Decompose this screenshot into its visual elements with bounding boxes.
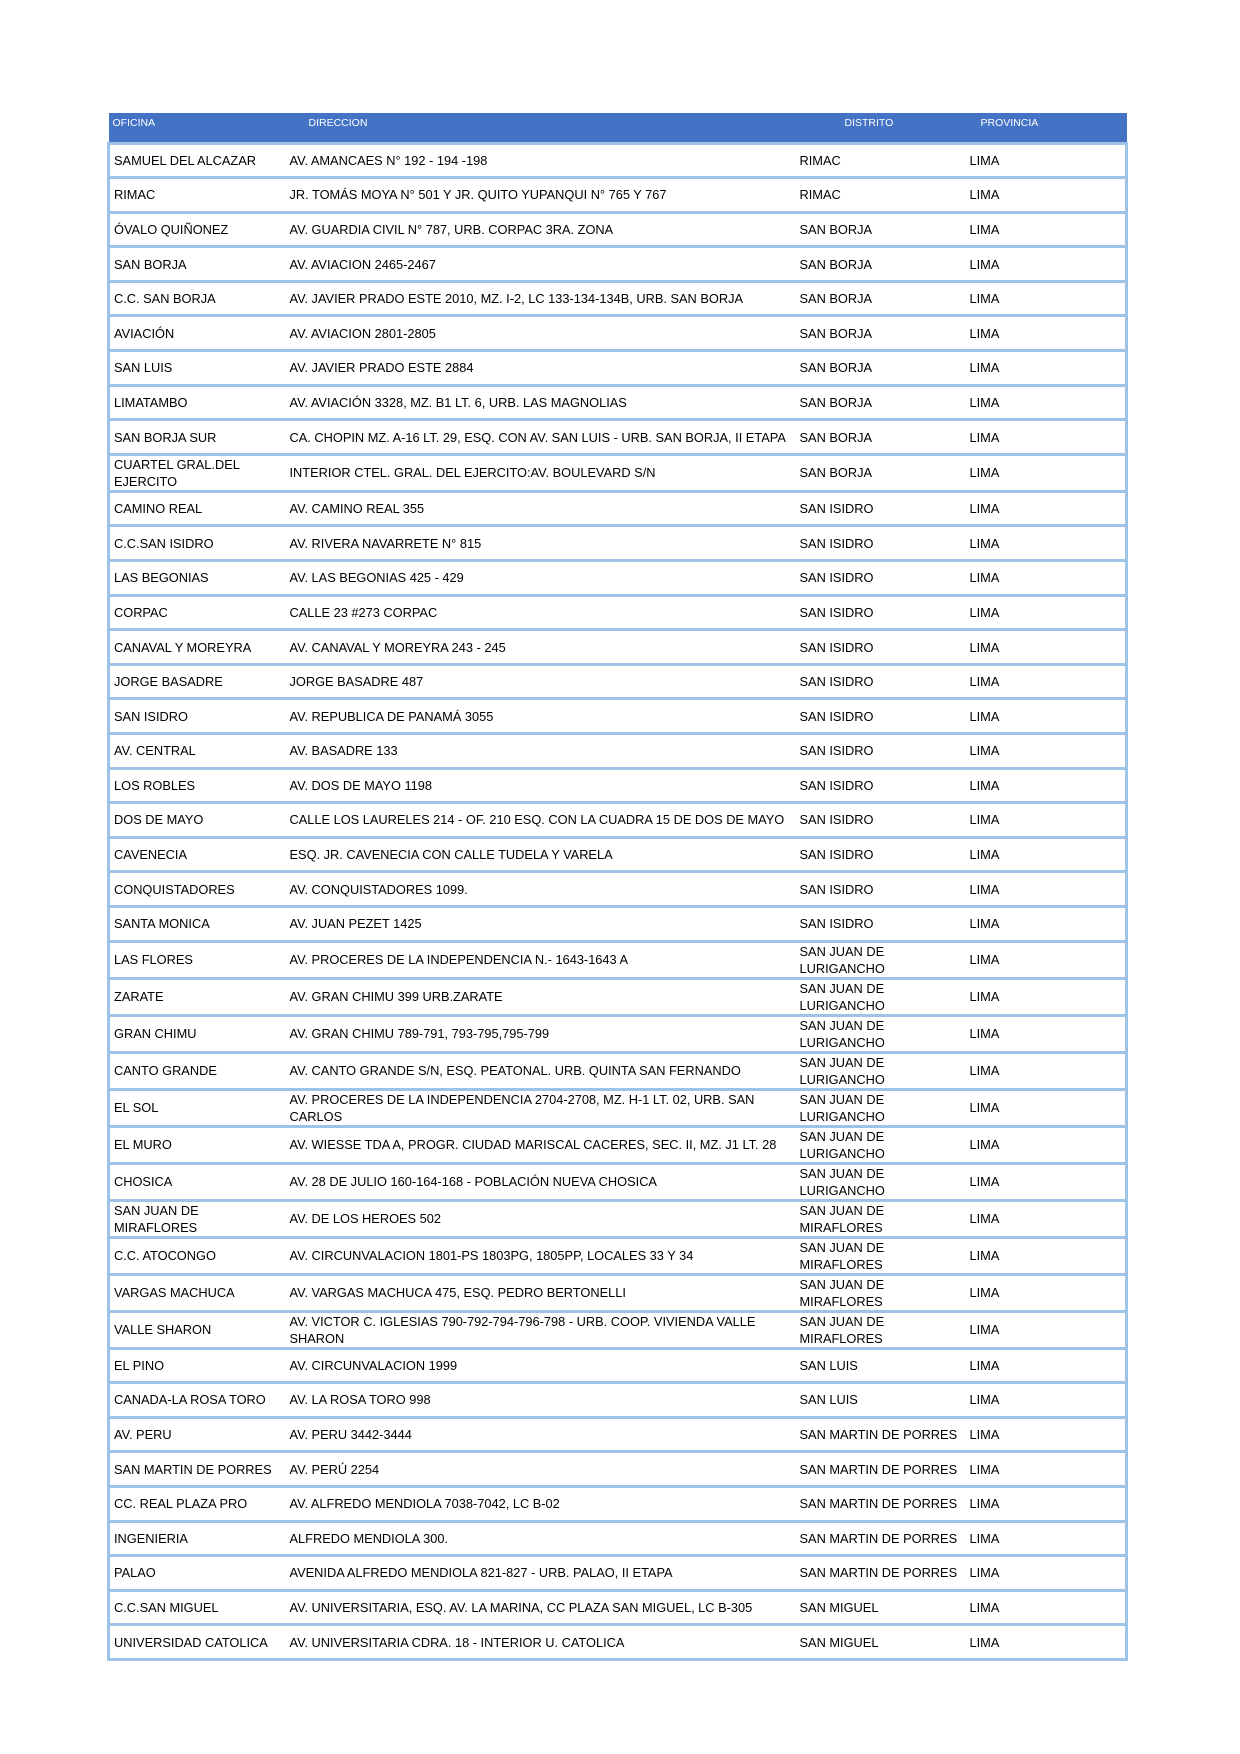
direccion-cell: AV. CIRCUNVALACION 1999	[286, 1348, 796, 1383]
table-row	[109, 420, 1127, 455]
direccion-cell: AV. AMANCAES N° 192 - 194 -198	[286, 143, 796, 178]
provincia-cell: LIMA	[966, 1052, 1127, 1089]
provincia-cell: LIMA	[966, 420, 1127, 455]
table-row	[109, 281, 1127, 316]
oficina-cell: INGENIERIA	[109, 1521, 286, 1556]
table-row	[109, 664, 1127, 699]
provincia-cell: LIMA	[966, 1089, 1127, 1126]
table-row	[109, 768, 1127, 803]
oficina-cell: VARGAS MACHUCA	[109, 1274, 286, 1311]
oficina-cell: AV. PERU	[109, 1417, 286, 1452]
direccion-cell: AV. PERU 3442-3444	[286, 1417, 796, 1452]
provincia-cell: LIMA	[966, 1163, 1127, 1200]
direccion-cell: AV. PROCERES DE LA INDEPENDENCIA 2704-2708, MZ. H-1 LT. 02, URB. SAN CARLOS	[286, 1089, 796, 1126]
table-row	[109, 385, 1127, 420]
provincia-cell: LIMA	[966, 1625, 1127, 1660]
oficina-cell: PALAO	[109, 1556, 286, 1591]
direccion-cell: AV. VARGAS MACHUCA 475, ESQ. PEDRO BERTONELLI	[286, 1274, 796, 1311]
direccion-cell: AV. CANAVAL Y MOREYRA 243 - 245	[286, 630, 796, 665]
table-row	[109, 699, 1127, 734]
direccion-cell: AV. UNIVERSITARIA CDRA. 18 - INTERIOR U. CATOLICA	[286, 1625, 796, 1660]
table-row	[109, 837, 1127, 872]
oficina-cell: JORGE BASADRE	[109, 664, 286, 699]
distrito-cell: SAN JUAN DE LURIGANCHO	[796, 1089, 966, 1126]
table-row	[109, 734, 1127, 769]
provincia-cell: LIMA	[966, 247, 1127, 282]
oficina-cell: UNIVERSIDAD CATOLICA	[109, 1625, 286, 1660]
distrito-cell: SAN MARTIN DE PORRES	[796, 1521, 966, 1556]
distrito-cell: SAN JUAN DE LURIGANCHO	[796, 978, 966, 1015]
distrito-cell: SAN JUAN DE LURIGANCHO	[796, 1126, 966, 1163]
direccion-cell: AV. LA ROSA TORO 998	[286, 1383, 796, 1418]
oficina-cell: SAMUEL DEL ALCAZAR	[109, 143, 286, 178]
direccion-cell: AV. CANTO GRANDE S/N, ESQ. PEATONAL. URB. QUINTA SAN FERNANDO	[286, 1052, 796, 1089]
direccion-cell: AV. JUAN PEZET 1425	[286, 906, 796, 941]
direccion-cell: CALLE 23 #273 CORPAC	[286, 595, 796, 630]
oficina-cell: LIMATAMBO	[109, 385, 286, 420]
distrito-cell: SAN JUAN DE MIRAFLORES	[796, 1274, 966, 1311]
oficina-cell: SAN JUAN DE MIRAFLORES	[109, 1200, 286, 1237]
provincia-cell: LIMA	[966, 1590, 1127, 1625]
distrito-cell: SAN MARTIN DE PORRES	[796, 1556, 966, 1591]
distrito-cell: SAN MIGUEL	[796, 1590, 966, 1625]
provincia-cell: LIMA	[966, 699, 1127, 734]
direccion-cell: AV. UNIVERSITARIA, ESQ. AV. LA MARINA, CC PLAZA SAN MIGUEL, LC B-305	[286, 1590, 796, 1625]
header-row	[109, 113, 1127, 143]
table-row	[109, 526, 1127, 561]
oficina-cell: CANAVAL Y MOREYRA	[109, 630, 286, 665]
distrito-cell: SAN ISIDRO	[796, 837, 966, 872]
provincia-cell: LIMA	[966, 872, 1127, 907]
table-row	[109, 454, 1127, 491]
direccion-cell: AV. AVIACION 2801-2805	[286, 316, 796, 351]
direccion-cell: INTERIOR CTEL. GRAL. DEL EJERCITO:AV. BOULEVARD S/N	[286, 454, 796, 491]
direccion-cell: AV. CONQUISTADORES 1099.	[286, 872, 796, 907]
provincia-cell: LIMA	[966, 803, 1127, 838]
distrito-cell: SAN JUAN DE LURIGANCHO	[796, 1052, 966, 1089]
provincia-cell: LIMA	[966, 143, 1127, 178]
distrito-cell: SAN BORJA	[796, 454, 966, 491]
oficina-cell: CANADA-LA ROSA TORO	[109, 1383, 286, 1418]
oficina-cell: AVIACIÓN	[109, 316, 286, 351]
provincia-cell: LIMA	[966, 595, 1127, 630]
direccion-cell: AV. PROCERES DE LA INDEPENDENCIA N.- 1643-1643 A	[286, 941, 796, 978]
distrito-cell: SAN ISIDRO	[796, 699, 966, 734]
distrito-cell: SAN MARTIN DE PORRES	[796, 1486, 966, 1521]
provincia-cell: LIMA	[966, 281, 1127, 316]
distrito-cell: SAN LUIS	[796, 1348, 966, 1383]
table-header	[109, 113, 1127, 143]
oficina-cell: LAS BEGONIAS	[109, 561, 286, 596]
direccion-cell: AV. REPUBLICA DE PANAMÁ 3055	[286, 699, 796, 734]
distrito-cell: SAN BORJA	[796, 385, 966, 420]
direccion-cell: CALLE LOS LAURELES 214 - OF. 210 ESQ. CON LA CUADRA 15 DE DOS DE MAYO	[286, 803, 796, 838]
table-row	[109, 491, 1127, 526]
oficina-cell: CC. REAL PLAZA PRO	[109, 1486, 286, 1521]
distrito-cell: SAN JUAN DE LURIGANCHO	[796, 1015, 966, 1052]
oficina-cell: CORPAC	[109, 595, 286, 630]
table-row	[109, 1237, 1127, 1274]
oficina-cell: ZARATE	[109, 978, 286, 1015]
distrito-cell: SAN BORJA	[796, 247, 966, 282]
provincia-cell: LIMA	[966, 1348, 1127, 1383]
oficina-cell: C.C.SAN MIGUEL	[109, 1590, 286, 1625]
direccion-cell: AV. DE LOS HEROES 502	[286, 1200, 796, 1237]
table-row	[109, 1452, 1127, 1487]
distrito-cell: SAN ISIDRO	[796, 630, 966, 665]
distrito-cell: SAN BORJA	[796, 420, 966, 455]
oficina-cell: SAN ISIDRO	[109, 699, 286, 734]
direccion-cell: AV. AVIACIÓN 3328, MZ. B1 LT. 6, URB. LAS MAGNOLIAS	[286, 385, 796, 420]
distrito-cell: SAN MARTIN DE PORRES	[796, 1417, 966, 1452]
distrito-cell: SAN ISIDRO	[796, 734, 966, 769]
oficina-cell: CHOSICA	[109, 1163, 286, 1200]
header-distrito: DISTRITO	[844, 117, 894, 129]
table-row	[109, 1126, 1127, 1163]
distrito-cell: SAN LUIS	[796, 1383, 966, 1418]
direccion-cell: AV. RIVERA NAVARRETE N° 815	[286, 526, 796, 561]
provincia-cell: LIMA	[966, 630, 1127, 665]
table-row	[109, 630, 1127, 665]
provincia-cell: LIMA	[966, 1521, 1127, 1556]
distrito-cell: SAN JUAN DE LURIGANCHO	[796, 1163, 966, 1200]
distrito-cell: SAN JUAN DE LURIGANCHO	[796, 941, 966, 978]
provincia-cell: LIMA	[966, 768, 1127, 803]
direccion-cell: ALFREDO MENDIOLA 300.	[286, 1521, 796, 1556]
provincia-cell: LIMA	[966, 1237, 1127, 1274]
direccion-cell: CA. CHOPIN MZ. A-16 LT. 29, ESQ. CON AV. SAN LUIS - URB. SAN BORJA, II ETAPA	[286, 420, 796, 455]
provincia-cell: LIMA	[966, 454, 1127, 491]
oficina-cell: C.C.SAN ISIDRO	[109, 526, 286, 561]
table-row	[109, 978, 1127, 1015]
direccion-cell: AV. GRAN CHIMU 789-791, 793-795,795-799	[286, 1015, 796, 1052]
distrito-cell: SAN BORJA	[796, 316, 966, 351]
distrito-cell: SAN MIGUEL	[796, 1625, 966, 1660]
direccion-cell: JORGE BASADRE 487	[286, 664, 796, 699]
distrito-cell: SAN JUAN DE MIRAFLORES	[796, 1311, 966, 1348]
direccion-cell: AV. BASADRE 133	[286, 734, 796, 769]
distrito-cell: RIMAC	[796, 178, 966, 213]
direccion-cell: AV. CAMINO REAL 355	[286, 491, 796, 526]
header-oficina: OFICINA	[112, 117, 156, 129]
table-row	[109, 1089, 1127, 1126]
provincia-cell: LIMA	[966, 561, 1127, 596]
oficina-cell: AV. CENTRAL	[109, 734, 286, 769]
oficina-cell: SAN BORJA SUR	[109, 420, 286, 455]
table-row	[109, 1311, 1127, 1348]
oficina-cell: EL PINO	[109, 1348, 286, 1383]
office-table	[107, 113, 1128, 1661]
distrito-cell: SAN ISIDRO	[796, 595, 966, 630]
table-row	[109, 595, 1127, 630]
direccion-cell: AV. PERÚ 2254	[286, 1452, 796, 1487]
oficina-cell: LAS FLORES	[109, 941, 286, 978]
oficina-cell: SAN LUIS	[109, 351, 286, 386]
distrito-cell: SAN ISIDRO	[796, 526, 966, 561]
oficina-cell: ÓVALO QUIÑONEZ	[109, 212, 286, 247]
table-row	[109, 1052, 1127, 1089]
table-row	[109, 247, 1127, 282]
direccion-cell: AV. VICTOR C. IGLESIAS 790-792-794-796-798 - URB. COOP. VIVIENDA VALLE SHARON	[286, 1311, 796, 1348]
oficina-cell: DOS DE MAYO	[109, 803, 286, 838]
distrito-cell: SAN ISIDRO	[796, 664, 966, 699]
oficina-cell: SAN BORJA	[109, 247, 286, 282]
distrito-cell: SAN BORJA	[796, 351, 966, 386]
provincia-cell: LIMA	[966, 1126, 1127, 1163]
table-row	[109, 1556, 1127, 1591]
provincia-cell: LIMA	[966, 351, 1127, 386]
table-row	[109, 1163, 1127, 1200]
provincia-cell: LIMA	[966, 526, 1127, 561]
distrito-cell: SAN ISIDRO	[796, 491, 966, 526]
direccion-cell: AV. 28 DE JULIO 160-164-168 - POBLACIÓN NUEVA CHOSICA	[286, 1163, 796, 1200]
oficina-cell: SAN MARTIN DE PORRES	[109, 1452, 286, 1487]
provincia-cell: LIMA	[966, 178, 1127, 213]
provincia-cell: LIMA	[966, 664, 1127, 699]
provincia-cell: LIMA	[966, 941, 1127, 978]
oficina-cell: SANTA MONICA	[109, 906, 286, 941]
oficina-cell: RIMAC	[109, 178, 286, 213]
provincia-cell: LIMA	[966, 316, 1127, 351]
table-row	[109, 1417, 1127, 1452]
provincia-cell: LIMA	[966, 978, 1127, 1015]
table-row	[109, 1521, 1127, 1556]
oficina-cell: EL SOL	[109, 1089, 286, 1126]
direccion-cell: AV. ALFREDO MENDIOLA 7038-7042, LC B-02	[286, 1486, 796, 1521]
direccion-cell: JR. TOMÁS MOYA N° 501 Y JR. QUITO YUPANQUI N° 765 Y 767	[286, 178, 796, 213]
oficina-cell: CUARTEL GRAL.DEL EJERCITO	[109, 454, 286, 491]
table-row	[109, 212, 1127, 247]
direccion-cell: ESQ. JR. CAVENECIA CON CALLE TUDELA Y VARELA	[286, 837, 796, 872]
direccion-cell: AV. DOS DE MAYO 1198	[286, 768, 796, 803]
table-row	[109, 872, 1127, 907]
distrito-cell: SAN ISIDRO	[796, 906, 966, 941]
table-body	[109, 143, 1127, 1659]
provincia-cell: LIMA	[966, 1417, 1127, 1452]
direccion-cell: AV. AVIACION 2465-2467	[286, 247, 796, 282]
table-row	[109, 178, 1127, 213]
distrito-cell: SAN JUAN DE MIRAFLORES	[796, 1237, 966, 1274]
distrito-cell: SAN JUAN DE MIRAFLORES	[796, 1200, 966, 1237]
distrito-cell: SAN BORJA	[796, 212, 966, 247]
office-table-sheet	[107, 113, 1125, 1661]
provincia-cell: LIMA	[966, 1556, 1127, 1591]
header-direccion: DIRECCION	[308, 117, 368, 129]
distrito-cell: SAN MARTIN DE PORRES	[796, 1452, 966, 1487]
oficina-cell: LOS ROBLES	[109, 768, 286, 803]
provincia-cell: LIMA	[966, 734, 1127, 769]
table-row	[109, 351, 1127, 386]
header-provincia: PROVINCIA	[980, 117, 1039, 129]
provincia-cell: LIMA	[966, 1274, 1127, 1311]
distrito-cell: SAN ISIDRO	[796, 872, 966, 907]
table-row	[109, 1486, 1127, 1521]
provincia-cell: LIMA	[966, 385, 1127, 420]
oficina-cell: CONQUISTADORES	[109, 872, 286, 907]
provincia-cell: LIMA	[966, 1311, 1127, 1348]
distrito-cell: SAN ISIDRO	[796, 803, 966, 838]
distrito-cell: SAN BORJA	[796, 281, 966, 316]
table-row	[109, 803, 1127, 838]
direccion-cell: AV. GUARDIA CIVIL N° 787, URB. CORPAC 3RA. ZONA	[286, 212, 796, 247]
oficina-cell: C.C. SAN BORJA	[109, 281, 286, 316]
oficina-cell: CAVENECIA	[109, 837, 286, 872]
table-row	[109, 143, 1127, 178]
oficina-cell: CANTO GRANDE	[109, 1052, 286, 1089]
distrito-cell: SAN ISIDRO	[796, 561, 966, 596]
provincia-cell: LIMA	[966, 1200, 1127, 1237]
provincia-cell: LIMA	[966, 1383, 1127, 1418]
table-row	[109, 906, 1127, 941]
table-row	[109, 561, 1127, 596]
direccion-cell: AV. JAVIER PRADO ESTE 2010, MZ. I-2, LC 133-134-134B, URB. SAN BORJA	[286, 281, 796, 316]
provincia-cell: LIMA	[966, 1452, 1127, 1487]
table-row	[109, 1383, 1127, 1418]
oficina-cell: CAMINO REAL	[109, 491, 286, 526]
table-row	[109, 1348, 1127, 1383]
oficina-cell: C.C. ATOCONGO	[109, 1237, 286, 1274]
provincia-cell: LIMA	[966, 491, 1127, 526]
provincia-cell: LIMA	[966, 1015, 1127, 1052]
provincia-cell: LIMA	[966, 212, 1127, 247]
distrito-cell: SAN ISIDRO	[796, 768, 966, 803]
direccion-cell: AV. LAS BEGONIAS 425 - 429	[286, 561, 796, 596]
direccion-cell: AV. CIRCUNVALACION 1801-PS 1803PG, 1805PP, LOCALES 33 Y 34	[286, 1237, 796, 1274]
distrito-cell: RIMAC	[796, 143, 966, 178]
oficina-cell: EL MURO	[109, 1126, 286, 1163]
table-row	[109, 1625, 1127, 1660]
table-row	[109, 1200, 1127, 1237]
provincia-cell: LIMA	[966, 906, 1127, 941]
direccion-cell: AV. GRAN CHIMU 399 URB.ZARATE	[286, 978, 796, 1015]
provincia-cell: LIMA	[966, 1486, 1127, 1521]
direccion-cell: AVENIDA ALFREDO MENDIOLA 821-827 - URB. PALAO, II ETAPA	[286, 1556, 796, 1591]
direccion-cell: AV. WIESSE TDA A, PROGR. CIUDAD MARISCAL CACERES, SEC. II, MZ. J1 LT. 28	[286, 1126, 796, 1163]
table-row	[109, 316, 1127, 351]
table-row	[109, 1590, 1127, 1625]
table-row	[109, 1015, 1127, 1052]
table-row	[109, 941, 1127, 978]
table-row	[109, 1274, 1127, 1311]
oficina-cell: GRAN CHIMU	[109, 1015, 286, 1052]
direccion-cell: AV. JAVIER PRADO ESTE 2884	[286, 351, 796, 386]
oficina-cell: VALLE SHARON	[109, 1311, 286, 1348]
provincia-cell: LIMA	[966, 837, 1127, 872]
